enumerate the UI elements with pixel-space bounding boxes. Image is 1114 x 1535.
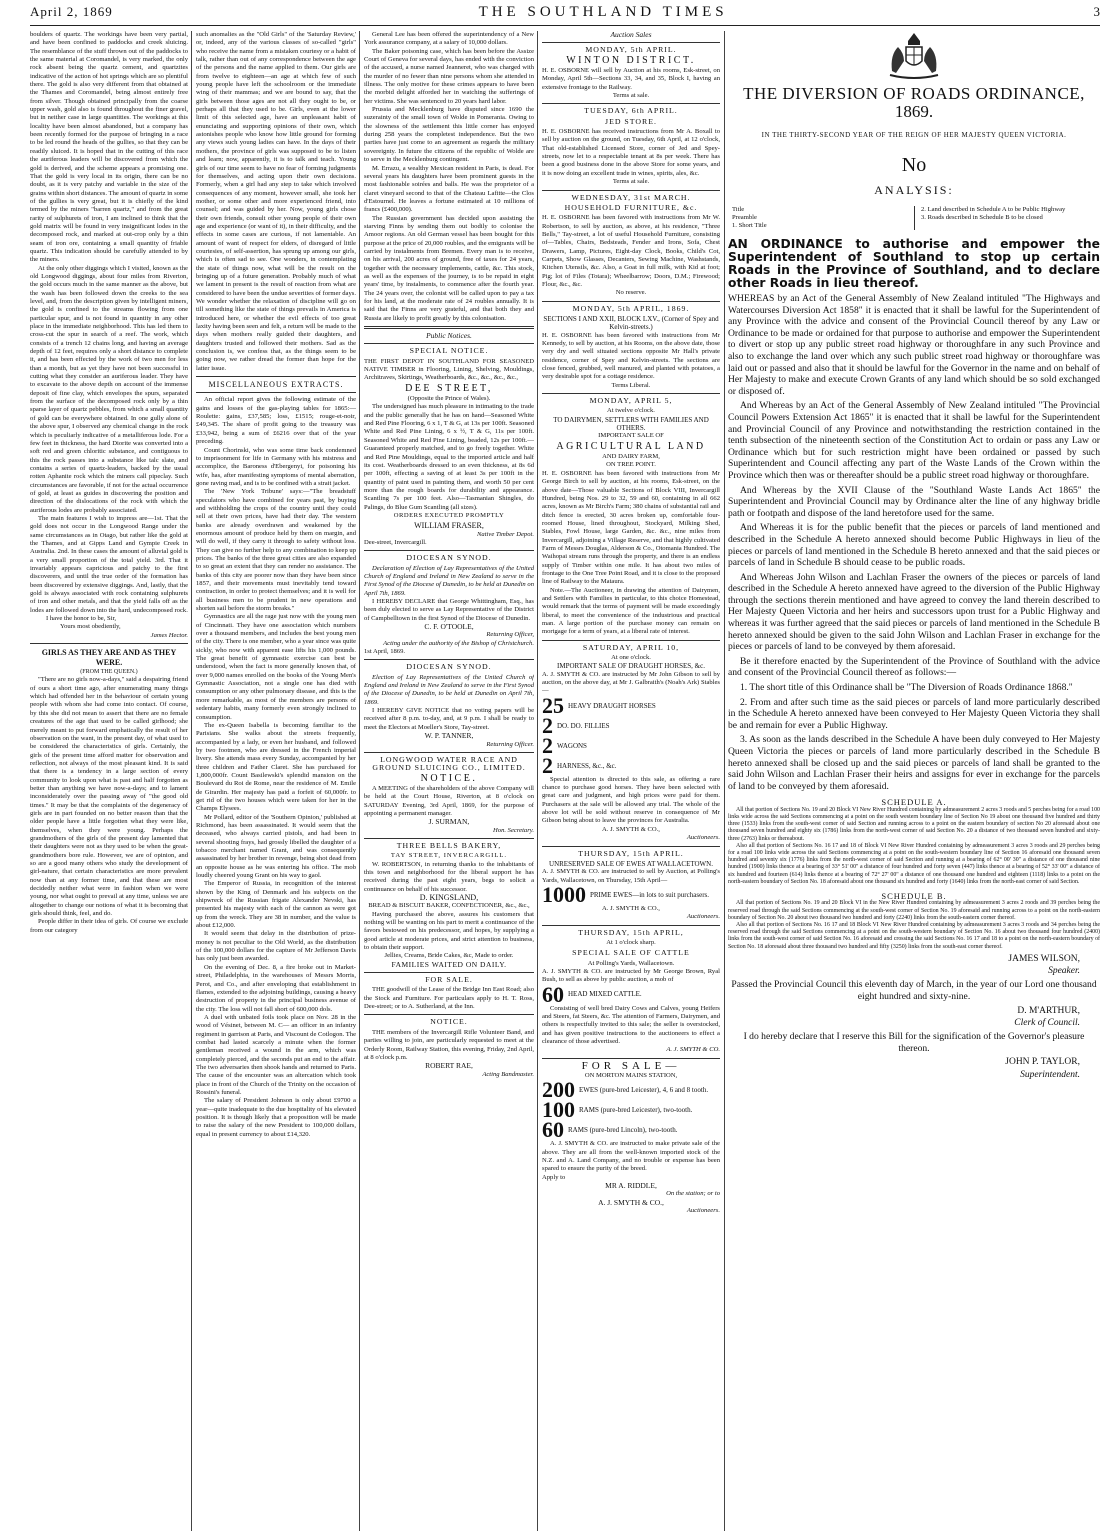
notice-text: THE goodwill of the Lease of the Bridge Inn East Road; also the Stock and Furniture. For particulars apply to H. T. Ross, Dee-street; or to A. Sutherland, at the Inn. xyxy=(364,986,534,1011)
notice-title: SPECIAL NOTICE. xyxy=(409,346,489,356)
notice-title: NOTICE. xyxy=(420,772,478,784)
rule xyxy=(364,343,534,344)
sale-date: SATURDAY, APRIL 10, xyxy=(582,642,680,652)
article-paragraph: General Lee has been offered the superintendency of a New York assurance company, at a salary of 10,000 dollars. xyxy=(364,31,534,47)
sale-location: At Polling's Yards, Wallacetown. xyxy=(587,959,675,967)
ordinance-paragraph: 1. The short title of this Ordinance shall be "The Diversion of Roads Ordinance 1868." xyxy=(740,682,1073,694)
sale-text: H. E. OSBORNE has been favored with instructions from Mr W. Robertson, to sell by auction, as above, at his residence, "Three Bells," Tay-street, a lot of useful Household Furniture, consisting of—Tables, Chairs, Bedsteads, Fender and Irons, Sofa, Chest Drawers, Lamp, Pictures, Eight-day Clock, Books, Child's Cot, Carpets, Show Glasses, Decanters, Sewing Machine, Washstands, Kitchen Utensils, &c. Also, a Goat in full milk, with Kid at foot; Pig; lot of Files (Totara); Wheelbarrow; Doors, D.M.; Firewood; Flour, &c., &c. xyxy=(542,214,720,288)
article-source: (FROM THE QUEEN.) xyxy=(80,669,138,676)
article-paragraph: At the only other diggings which I visited, known as the old Longwood diggings, about four miles from Riverton, the gold occurs much in the same manner as the above, but the wash has been followed down the creeks to the sea level, and, from the description given by intelligent miners, the gold is confined to the streams flowing from one particular spur, and is not found in quantity in any other place in the immediate neighborhood. This has led them to cross-cut the spur in search of a reef. The work, which consists of a trench 12 chains long, and having an average depth of 12 feet, requires only a short distance to complete it, and has been effected by the work of two men for less than a month, but as yet they have not been successful in cutting what they consider an auriferous leader. They have to excavate to the above depth on account of the immense deposit of fine clay, which envelopes the spurs, separated from the surface of the decomposed rock only by a thin sparse layer of quartz pebbles, from which a small quantity of gold can be everywhere obtained. In one gully alone of the above spur, I observed any chemical change in the rock which is peculiarly indicative of a metalliferous lode. For a few feet in thickness, the hard Diorite was converted into a soft red and green chloritic substance, and contiguous to this the rock passes into a substance like talc slate, and contains a series of quartz-leaders, backed by the usual rotten Aphanite rock which the miners call pipeclay. Such circumstances are favorable, if not for the actual occurrence of gold, at least as guides in discovering the position and direction of the dislocations of the rock with which the auriferous lodes are probably associated. xyxy=(30,264,188,514)
reserve-statement: I do hereby declare that I reserve this Bill for the signification of the Governor's pleasure thereon. xyxy=(743,1031,1085,1054)
sale-date: MONDAY, 5th APRIL. xyxy=(585,45,677,55)
notice-signature-sub: Native Timber Depot. xyxy=(477,530,534,538)
sale-text: A. J. SMYTH & CO. are instructed by Mr John Gibson to sell by auction, on the above day, at Mr J. Galbraith's (Noah's Ark) Stables— xyxy=(542,670,720,695)
analysis-right xyxy=(921,206,1065,230)
analysis-item: 2. Land described in Schedule A to be Public Highway xyxy=(921,206,1066,214)
schedule-paragraph: Also all that portion of Sections No. 16 17 and 18 of Block VI New River Hundred containing by admeasurement 3 acres 3 roods and 29 perches being for a road 100 links wide across the said Sections commencing at a point on the south-western boundary line of Section 16 aforesaid one thousand seven hundred and seventy six (1776) links from the north-west corner of said Section and running at a bearing of 62° 00' 30" a distance of one thousand nine hundred (1900) links thence at a bearing of 33° 51' 00" a distance of four hundred and forty seven (447) links thence at a bearing of 52° 33' 00" a distance of six hundred and fourteen (614) links thence at a bearing of 72° 27' 00" a distance of one thousand one hundred and eighteen (1118) links to a point on the north-eastern boundary of Section No. 18 aforesaid about one thousand six hundred and forty (1640) links from the north-east corner of said Section. xyxy=(728,842,1100,885)
extract-paragraph: Count Chorinski, who was some time back condemned to imprisonment for life in Germany with his mistress and accomplice, the Baroness d'Ebergenyi, for poisoning his wife, has, after manifesting symptoms of mental aberration, gone raving mad, and is to be confined with a strait jacket. xyxy=(196,446,356,487)
lot-count: 1000 xyxy=(542,881,586,907)
notice-address: Dee-street, Invercargill. xyxy=(364,538,427,546)
auctioneer-sub: Auctioneers. xyxy=(686,913,720,921)
rule xyxy=(364,838,534,839)
notice-title: FOR SALE. xyxy=(425,975,473,985)
notice-italic: Election of Lay Representatives of the United Church of England and Ireland in New Zealand to serve in the First Synod of the Diocese of Dunedin, to be held at Dunedin on April 7th, 1869. xyxy=(364,673,534,706)
analysis-item: 1. Short Title xyxy=(732,222,767,230)
extract-paragraph: The ex-Queen Isabella is becoming familiar to the Parisians. She walks about the streets frequently, accompanied by a lady, or even her husband, and followed by two footmen, who are dressed in the French imperial livery. She attends mass every Sunday, accompanied by her three children and Father Claret. She has purchased for 1,800,000fr. Count Basilewski's splendid mansion on the Boulevard du Roi de Rome, near the residence of M. Emile de Girardin. Her majesty has paid a forfeit of 60,000fr. to get rid of the two houses which were taken for her in the Champs Elysees. xyxy=(196,721,356,813)
analysis-left xyxy=(728,206,908,230)
page-number: 3 xyxy=(1093,4,1100,19)
rule xyxy=(196,376,356,377)
sale-text: Apply to xyxy=(542,1173,566,1181)
sale-text: H. E. OSBORNE has received instructions from Mr A. Boxall to sell by auction on the ground, on Tuesday, 6th April, at 12 o'clock, That old-established Licensed Store, corner of Jed and Spey-streets, now let to a respectable tenant at 8s per week. There has been a good business done in the above Store for some years, and it is now doing an excellent trade in wines, spirits, ales, &c. xyxy=(542,128,720,177)
lot-count: 60 xyxy=(542,1117,564,1143)
rule xyxy=(542,42,720,43)
sale-title: SPECIAL SALE OF CATTLE xyxy=(572,948,690,958)
notice-text: THE FIRST DEPOT IN SOUTHLAND FOR SEASONED NATIVE TIMBER in Flooring, Lining, Shelving, Mouldings, Architraves, Skirtings, Weatherboards, &c., &c., &c., &c., xyxy=(364,357,534,382)
analysis-item: Preamble xyxy=(732,214,757,222)
superintendent-name: JOHN P. TAYLOR, xyxy=(1005,1057,1080,1068)
auctioneer-name: A. J. SMYTH & CO., xyxy=(598,1197,664,1207)
extract-paragraph: A duel with unbated foils took place on Nov. 28 in the wood of Vésinet, between M. C— an officer in an infantry regiment in garrison at Paris, and Viscount de Cotlogon. The combat had lasted scarcely a minute when the former gentleman received a wound in the arm, which was completely pierced, and the seconds put an end to the affair. The two adversaries then shook hands and returned to Paris. The cause of the encounter was an altercation which took place in front of the Church of the Trinity on the occasion of Rossini's funeral. xyxy=(196,1013,356,1096)
notice-signature: WILLIAM FRASER, xyxy=(414,521,484,531)
sale-time: At twelve o'clock. xyxy=(607,407,655,415)
lot-row xyxy=(542,1097,720,1123)
notice-line: FAMILIES WAITED ON DAILY. xyxy=(391,959,507,969)
extract-paragraph: The Emperor of Russia, in recognition of the interest shown by the King of Denmark and his subjects on the shipwreck of the Russian frigate Alexander Nevski, has presented his majesty with each of the cannon as were got up from the wreck. They are 38 in number, and the value is about £12,000. xyxy=(196,880,356,930)
auctioneer-name: A. J. SMYTH & CO., xyxy=(602,904,660,912)
lot-desc: RAMS (pure-bred Leicester), two-tooth. xyxy=(579,1106,693,1115)
auctioneer-sub: Auctioneers. xyxy=(686,834,720,842)
lot-row xyxy=(542,881,720,907)
sale-date: MONDAY, 5th APRIL, 1869. xyxy=(572,303,690,313)
column-divider xyxy=(537,31,538,1531)
section-title: Auction Sales xyxy=(610,31,652,39)
notice-text: THE members of the Invercargill Rifle Volunteer Band, and parties willing to join, are particularly requested to meet at the Orderly Room, Railway Station, this evening, Friday, 2nd April, at 8 o'clock p.m. xyxy=(364,1028,534,1061)
ordinance-paragraph: And Whereas by an Act of the General Assembly of New Zealand intituled "The Provincial Council Powers Extension Act 1865" it is enacted that it shall be lawful for the Superintendent and Provincial Council of any Province and notwithstanding the restriction contained in the tenth subsection of the nineteenth section of the Constitution Act to ordain or pass any Law or Ordinance which but for such restriction might have been ordained or passed by such Superintendent and Council affecting any part of the Waste Lands of the Crown within the Province which then was or thereafter should be a public street road highway or thoroughfare. xyxy=(728,400,1100,481)
schedule-paragraph: All that portion of Sections No. 19 and 20 Block VI New River Hundred containing by admeasurement 2 acres 3 roods and 5 perches being for a road 100 links wide across the said Sections commencing at a point on the south western boundary line of Section No 19 about one thousand five hundred and thirty three (1533) links from the south-west corner of said Section and running across to a point on the eastern boundary of section No 20 aforesaid about one thousand seven hundred and eighty six (1786) links from the north-west corner of said Section No. 20 a distance of two thousand seven hundred and sixty-three (2763) links or thereabout. xyxy=(728,806,1100,842)
notice-signature: C. F. O'TOOLE, xyxy=(424,622,474,632)
sale-title: FOR SALE— xyxy=(581,1059,681,1072)
article-paragraph: Prussia and Mecklenburg have disputed since 1690 the suzerainty of the small town of Wolde in Pomerania. Owing to the slowness of the settlement this little corner has enjoyed during 258 years the completest independence. But the two parties have just come to an agreement as regards the military sovereignty. In future the citizens of the republic of Wolde are to serve in the Mecklenburg contingent. xyxy=(364,106,534,164)
royal-coat-of-arms-icon xyxy=(882,31,946,83)
auctioneer-name: A. J. SMYTH & CO., xyxy=(602,825,660,833)
sale-terms: No reserve. xyxy=(615,289,647,297)
notice-signature: J. SURMAN, xyxy=(428,817,470,827)
notice-subaddress: (Opposite the Prince of Wales). xyxy=(407,395,491,403)
rule xyxy=(542,846,720,847)
lot-count: 2 xyxy=(542,752,553,778)
lot-count: 2 xyxy=(542,712,553,738)
article-paragraph: The main features I wish to impress are—1st. That the gold does not occur in the Longwood Range under the same circumstances as in Otago, but rather like the gold at the Thames, and at Gipps Land and Gympie Creek in Australia. 2nd. In these cases the amount of alluvial gold is a very small proportion of the total yield. 3rd. That it invariably appears capricious and patchy to the first discoverers, and until the true order of the formation has been discovered by extensive diggings. And, lastly, that the gold is always associated with rock containing sulphurets of iron and other metals, and that the yield falls off as the lodes are followed down into the hard, undecomposed rock. xyxy=(30,514,188,614)
sale-date: WEDNESDAY, 31st MARCH. xyxy=(571,192,691,202)
column-divider xyxy=(359,31,360,1531)
lot-desc: RAMS (pure-bred Lincoln), two-tooth. xyxy=(568,1126,678,1135)
lot-count: 100 xyxy=(542,1097,575,1123)
analysis-item: 3. Roads described in Schedule B to be closed xyxy=(921,214,1043,222)
schedule-b xyxy=(728,900,1100,950)
notice-text: I HEREBY GIVE NOTICE that no voting papers will be received after 8 p.m. to-day, and, at 9 p.m. I shall be ready to meet the Electors at Moeller's Store, Tay-street. xyxy=(364,707,534,731)
sale-text: A. J. SMYTH & CO. are instructed by Mr George Brown, Ryal Bush, to sell as above by public auction, a mob of xyxy=(542,967,720,984)
notice-text: I HEREBY DECLARE that George Whittingham, Esq., has been duly elected to serve as Lay Representative of the District of Campbelltown in the first Synod of the Diocese of Dunedin. xyxy=(364,598,534,622)
lot-desc: DO. DO. FILLIES xyxy=(557,721,610,730)
article-paragraph: "There are no girls now-a-days," said a despairing friend of ours a short time ago, after enumerating many things which had offended her in the behaviour of certain young people with whom she had come into contact. Of course, by this she did not mean to assert that there are no female creatures of the age that used to be called girlhood; she merely meant to put forward emphatically the result of her observation on the want, in the present day, of what used to be considered the characteristics of girls. Certainly, the girls of the present time afford matter for observation and reflection, not always of the most pleasant kind. It is said that there is a tendency in a large section of every community to look upon what is past and half forgotten as better than anything we have now-a-days; and to lament inconsiderately over the passing away of "the good old times." It may be that the complaints of the degeneracy of girls are in part founded on no better reason than that the older people have a little forgotten what they were like, themselves, when they were young. Perhaps the grandmothers of the girls of the present day lamented that their daughters were not as they used to be when the great-grandmothers bore rule. However, we are of opinion, and so are a good many others who study the development of girl-nature, that certain characteristics are more prevalent now than at any former time, and that these are most decidedly neither what were in fashion when we were young, nor what ought to prevail at any time, unless we are altogether to change our notions of what it is becoming that girls should think, feel, and do. xyxy=(30,676,188,918)
letter-signature: James Hector. xyxy=(150,631,188,639)
lot-count: 25 xyxy=(542,692,564,718)
sale-text: A. J. SMYTH & CO. are instructed to sell by Auction, at Polling's Yards, Wallacetown, on Thursday, 15th April— xyxy=(542,868,720,884)
sale-text: Consisting of well bred Dairy Cows and Calves, young Heifers and Steers, fat Steers, &c. The attention of Farmers, Dairymen, and others is respectfully invited to this sale; the seller is overstocked, and has given positive instructions to the auctioneers to effect a clearance of those advertised. xyxy=(542,1004,720,1045)
rule xyxy=(542,301,720,302)
schedule-a-title: SCHEDULE A. xyxy=(881,797,947,808)
sale-title: TO DAIRYMEN, SETTLERS WITH FAMILIES AND OTHERS. xyxy=(553,415,709,433)
notice-title: NOTICE. xyxy=(430,1017,468,1027)
sale-text: H. E. OSBORNE will sell by Auction at his rooms, Esk-street, on Monday, April 5th—Sections 33, 34, and 35, Block I, having an extensive frontage to the Railway. xyxy=(542,67,720,91)
notice-title: DIOCESAN SYNOD. xyxy=(406,662,492,672)
rule xyxy=(364,972,534,973)
rule xyxy=(542,640,720,641)
column-2 xyxy=(196,31,356,1531)
sale-title: HOUSEHOLD FURNITURE, &c. xyxy=(564,202,698,212)
sale-terms: Terms at sale. xyxy=(612,178,650,186)
lot-desc: HEAD MIXED CATTLE. xyxy=(568,990,642,999)
sale-title: WINTON DISTRICT. xyxy=(566,54,696,66)
notice-signature-sub: Acting Bandmaster. xyxy=(482,1070,534,1078)
rule xyxy=(542,925,720,926)
lot-row xyxy=(542,752,720,778)
sale-text: H. E. OSBORNE has been favored with instructions from Mr Kennedy, to sell by auction, at his Rooms, on the above date, those very dry and well situated sections opposite Mr Hall's private residence, corner of Spey and Kelvin-streets. The sections are close fenced, grubbed, well manured, and planted with potatoes, a very desirable spot for a cottage residence. xyxy=(542,331,720,381)
lot-count: 2 xyxy=(542,732,553,758)
extract-paragraph: On the evening of Dec. 8, a fire broke out in Market-street, Philadelphia, in the warehouses of Messrs Morris, Perot, and Co., and after enveloping that establishment in flames, extended to the adjoining buildings, causing a heavy destruction of property in the principal business avenue of the city. The loss will not fall short of 600,000 dols. xyxy=(196,963,356,1013)
contact-name: MR A. RIDDLE, xyxy=(605,1181,657,1191)
article-title: GIRLS AS THEY ARE AND AS THEY WERE. xyxy=(41,648,177,668)
section-title: MISCELLANEOUS EXTRACTS. xyxy=(208,380,344,390)
notice-title: THREE BELLS BAKERY, xyxy=(396,840,502,850)
extract-paragraph: Mr Pollard, editor of the 'Southern Opinion,' published at Richmond, has been assassinated. It would seem that the deceased, who always carried pistols, and had been in several shooting frays, had grossly libelled the daughter of a tobacco merchant named Grant, and was consequently assassinated by her brother in revenge, being shot dead from an opposite house as he was entering his office. The mob loudly cheered young Grant on his way to gaol. xyxy=(196,813,356,880)
lot-row xyxy=(542,1117,720,1143)
lot-row xyxy=(542,692,720,718)
letter-closing: Yours most obediently, xyxy=(60,623,121,631)
ordinance-body xyxy=(728,293,1100,792)
rule xyxy=(30,643,188,644)
rule xyxy=(364,326,534,329)
article-paragraph: boulders of quartz. The workings have been very partial, and have been confined to paddocks and creek sluicing. The resemblance of the stuff thrown out of the paddocks to the same material at Coromandel, is very marked, the only rock absent being the quartz cement, and quartzites indicative of the action of hot springs which are so plentiful there. The gold is also very different from that obtained at the Thames and Coromandel, being almost entirely free from silver. Though obtained principally from the coarse upper wash, gold also is found throughout the finer gravel, but in neither case in large quantities. The workings at this locality have been almost abandoned, but a company has been recently formed for the purpose of bringing in a race to be led round the heads of the gullies, so that they can be readily sluiced. It is hoped that in the cutting of this race the auriferous leaders will be discovered from which the gold is derived, and the scheme appears a promising one. That the gold is very local in its origin, there can be no doubt, as it is very patchy and variable in the size of the grains within short distances. The amount of quartz in some of the gullies is very great, but it is chiefly of the kind termed by the miners "barren quartz," and from the great rarity of sulphurets of iron, I am inclined to think that the gold matrix will be found in very insignificant lodes in the decomposed rock, and marked at out-crop only by a thin seam of iron ore, containing a small quantity of friable quartz. This indication should be carefully attended to by the miners. xyxy=(30,31,188,264)
notice-address: DEE STREET, xyxy=(405,382,493,394)
notice-title: LONGWOOD WATER RACE AND GROUND SLUICING CO., LIMITED. xyxy=(372,754,526,773)
notice-signature-sub: Returning Officer, xyxy=(486,631,534,639)
speaker-title: Speaker. xyxy=(1048,966,1080,977)
sale-date: THURSDAY, 15th APRIL, xyxy=(578,927,684,937)
column-divider xyxy=(191,31,192,1531)
analysis-title: ANALYSIS: xyxy=(874,182,954,197)
notice-signature-sub: Acting under the authority of the Bishop of Christchurch. xyxy=(383,639,534,647)
lot-row xyxy=(542,712,720,738)
sale-note: Note.—The Auctioneer, in drawing the attention of Dairymen, and Settlers with Families in particular, to this choice Homestead, would remark that the terms of payment will be made exceedingly liberal, to meet the convenience of the industrious and practical man. A large portion of the purchase money can remain on mortgage for a term of years, at a liberal rate of interest. xyxy=(542,586,720,636)
notice-signature: W. P. TANNER, xyxy=(424,731,474,741)
sale-title: IMPORTANT SALE OF xyxy=(598,432,664,440)
schedule-b-title: SCHEDULE B. xyxy=(881,890,947,901)
sale-title: SECTIONS I AND XXII, BLOCK LXV., (Corner of Spey and Kelvin-streets.) xyxy=(543,314,719,332)
sale-title: IMPORTANT SALE OF DRAUGHT HORSES, &c. xyxy=(557,662,705,671)
sale-text: Special attention is directed to this sale, as offering a rare chance to purchase good horses. They have been selected with great care and judgment, and high prices were paid for them. Purchasers at the sale will be allowed any trial. The whole of the above lot will be sold without reserve in consequence of Mr Gibson being about to leave the provinces for Australia. xyxy=(542,775,720,825)
rule xyxy=(542,103,720,104)
issue-date: April 2, 1869 xyxy=(30,4,113,19)
superintendent-title: Superintendent. xyxy=(1020,1069,1080,1080)
lot-count: 200 xyxy=(542,1077,575,1103)
article-paragraph: M. Errazu, a wealthy Mexican resident in Paris, is dead. For several years his daughters have been prominent guests in the most fashionable soirées and balls. He was the proprietor of a claret vineyard second to that of the Chateau Lafitte—the Clos d'Estournel. He leaves a fortune estimated at 10 millions of francs (£400,000). xyxy=(364,164,534,214)
column-3 xyxy=(364,31,534,1531)
notice-date: 1st April, 1869. xyxy=(364,648,406,656)
sale-terms: Terms at sale. xyxy=(612,92,650,100)
sale-date: TUESDAY, 6th APRIL. xyxy=(584,106,678,116)
ordinance-year: 1869. xyxy=(894,102,934,121)
article-paragraph: People differ in their idea of girls. Of course we exclude from our category xyxy=(30,918,188,934)
analysis-item: Title xyxy=(732,206,745,214)
rule xyxy=(196,392,356,393)
clerk-name: D. M'ARTHUR, xyxy=(1017,1005,1080,1016)
article-paragraph: The Russian government has decided upon assisting the starving Finns by sending them out bodily to colonise the Amoor regions. An old German vessel has been bought for this purpose at the price of 20,000 roubles, and the emigrants will be carried by instalments from Bremen. Every man is to receive, on his arrival, 200 acres of ground, free of taxes for 24 years, together with the necessary implements, cattle, &c. This stock, as well as the expenses of the journey, is to be repaid in eight years' time, by instalments, to commence after the fourth year. The 24 years over, the colonist will be called upon to pay a tax for his land, at the moderate rate of 24 roubles annually. It is said that the Finns are very grateful, and that both they and Russia are likely to profit greatly by this colonisation. xyxy=(364,214,534,322)
ordinance-reign: IN THE THIRTY-SECOND YEAR OF THE REIGN OF HER MAJESTY QUEEN VICTORIA. xyxy=(761,131,1067,139)
sale-title: ON TREE POINT. xyxy=(606,461,656,469)
rule xyxy=(542,1058,720,1059)
ordinance-paragraph: 2. From and after such time as the said pieces or parcels of land more particularly described in the Schedule A hereto annexed have been conveyed to Her Majesty Queen Victoria they shall be and remain for ever a Public Highway. xyxy=(728,696,1100,731)
schedule-paragraph: All that portion of Sections No. 19 and 20 Block VI in the New River Hundred containing by admeasurement 3 acres 2 roods and 39 perches being the reserved road through the said Sections commencing at the south-west corner of Section No. 19 aforesaid and running across to a point on the north-eastern boundary of Section No. 20 about two thousand two hundred and forty (2240) links from the south-eastern corner thereof. xyxy=(728,900,1100,921)
extract-paragraph: The salary of President Johnson is only about £9700 a year—quite inadequate to the due hospitality of his elevated position. It is though likely that a proposition will be made to raise the salary of the new President to 100,000 dollars, equal in present currency to about £14,320. xyxy=(196,1097,356,1138)
notice-signature: ROBERT RAE, xyxy=(425,1061,473,1071)
auctioneer-sub: Auctioneers. xyxy=(686,1207,720,1215)
sale-title: JED STORE. xyxy=(605,116,657,126)
sale-location: ON MORTON MAINS STATION, xyxy=(584,1072,678,1080)
page-header xyxy=(30,4,1100,26)
sale-time: At 1 o'clock sharp. xyxy=(606,938,656,946)
lot-desc: HEAVY DRAUGHT HORSES xyxy=(568,701,656,710)
section-title: Public Notices. xyxy=(426,331,472,341)
sale-date: THURSDAY, 15th APRIL. xyxy=(578,848,684,858)
sale-text: A. J. SMYTH & CO. are instructed to make private sale of the above. They are all from the well-known imported stock of the N.Z. and A. Land Company, and no trouble or expense has been spared to ensure the purity of the breed. xyxy=(542,1140,720,1173)
article-paragraph: such anomalies as the "Old Girls" of the 'Saturday Review,' or, indeed, any of the various classes of so-called "girls" who receive the name from a mistaken courtesy or a habit of talk, rather than out of any correspondence between the age of the persons and the name applied to them. Our girls are from twelve to eighteen—an age at which few of such young people have left the schoolroom or the immediate wing of their mammas; and we are bound to say, that the girls between those ages are not all they ought to be, or perhaps all that they used to be. Girls, even at the lower limit of this selected age, have an unpleasant habit of enunciating and supporting opinions of their own, which astonishes people who know how little ground for forming any views such young ladies can have. In the days of their mothers, the province of girls was supposed to be to listen and learn; now, apparently, it is to talk and teach. Young girls of our time seem to have no fear of forming judgments for themselves, and acting upon their own decisions. Formerly, when a girl had any step to take which involved consequences of any moment, however small, she took her mother, or some other and more experienced friend, into counsel; and was guided by her. Now, young girls chose their own friends, consult other young people of their own age and experience (or want of it), in their difficulty, and the effects in some cases are curious, if not lamentable. An amount of want of respect for elders, of disregard of little courtesies, of self-assertion, has sprung up among our girls, which is often sad to see. One wonders, in contemplating the state of things now, what will be the result on the bringing up of a future generation. Probably much of what we lament in present is the result of reaction from what are considered to have been the undue severities of former days. We wonder whether the relaxation of discipline will go on till something like the state of things prevails in America is introduced here, or whether the evil effects of too great laxity having been seen and felt, a return will be made to the days when mothers really guided their daughters, and daughters trusted and followed their mothers. Sad as the conclusion is, we confess that, as the things seem to be going now, we rather dread the former than hope for the latter issue. xyxy=(196,31,356,372)
lot-desc: PRIME EWES—in lots to suit purchasers. xyxy=(590,890,709,899)
notice-text: The undersigned has much pleasure in intimating to the trade and the public generally that he has on hand—Seasoned White and Red Pine Flooring, 6 x 1, T & G, at 13s per 100ft. Seasoned White and Red Pine Lining, 6 x ½, T & G, 11s per 100ft. Seasoned White and Red Pine Lining, beaded, 12s per 100ft.—Guaranteed properly matched, and to go freely together. White and Red Pine Mouldings, equal to the imported article and half its cost. Weatherboards dressed to an even thickness, at 8s 6d per 100ft, effecting a saving of at least 3s per 100ft in the quantity of paint used in painting them, and worth 50 per cent more than the rough boards for durability and appearance. Scantling 7s per 100 feet. Also—Tasmanian Shingles, do Palings, do Blue Gum Scantling (all sizes). xyxy=(364,403,534,511)
lot-desc: WAGONS xyxy=(557,741,587,750)
masthead-title: THE SOUTHLAND TIMES xyxy=(478,4,728,20)
notice-text: W. ROBERTSON, in returning thanks to the inhabitants of this town and neighborhood for the liberal support he has received during the past eight years, begs to solicit a continuance on behalf of his successor. xyxy=(364,860,534,893)
analysis-divider xyxy=(914,206,915,230)
extract-paragraph: An official report gives the following estimate of the gains and losses of the gas-playing tables for 1865:—Roulette: gains, £37,585; loss, £1515; rouge-et-noir, £49,345. The share of profit going to the treasury was £33,942, being a sum of £6216 over that of the year preceding. xyxy=(196,396,356,446)
rule xyxy=(364,659,534,660)
sale-time: At one o'clock. xyxy=(611,654,651,662)
lot-count: 60 xyxy=(542,981,564,1007)
auctioneer-name: A. J. SMYTH & CO. xyxy=(666,1046,720,1054)
contact-sub: On the station; or to xyxy=(666,1190,720,1198)
ordinance-heading: AN ORDINANCE to authorise and empower the Superintendent of Southland to stop up certain Roads in the Province of Southland, and to declare other Roads in lieu thereof. xyxy=(728,237,1100,291)
rule xyxy=(364,752,534,753)
notice-signature-sub: BREAD & BISCUIT BAKER, CONFECTIONER, &c., &c., xyxy=(368,902,530,910)
schedule-a xyxy=(728,807,1100,886)
speaker-name: JAMES WILSON, xyxy=(1008,953,1080,964)
ordinance-paragraph: WHEREAS by an Act of the General Assembly of New Zealand intituled "The Highways and Watercourses Diversion Act 1858" it is enacted that it shall be lawful for the Superintendent of any Province with the advice and consent of the Provincial Council thereof by any Law or Ordinance to be made or ordained for that purpose to authorise and empower the Superintendent to divert or stop up any public street road highway or thoroughfare in any such Province and also to exchange the land over which any such public street road highway or thoroughfare was laid out or passed and also that it should be lawful for the Governor in the name and on behalf of Her Majesty to make and execute Crown Grants of any land which should be so sold exchanged or disposed of. xyxy=(728,293,1100,397)
sale-text: H. E. OSBORNE has been favored with instructions from Mr George Birch to sell by auction, at his rooms, Esk-street, on the above date—Those valuable Sections of Block VIII, Invercargill Hundred, being Nos. 29 to 32, 59 and 60, containing in all 662 acres, known as Mr Birch's Farm; 380 chains of substantial rail and ditch fence is erected, 30 acres broken up, comfortable four-roomed House, lined throughout, Stockyard, Milking Shed, Stables, Fowl House, large Garden, &c. &c., nine miles from Invercargill, adjoining a Village Reserve, and that highly cultivated Farm of Messrs Douglas, Alderson & Co., Otomania Hundred. The Waihopai stream runs through the property, and there is an endless supply of Timber within one mile. It has about two miles of frontage to the One Tree Point Road, and it is close to the proposed line of Railway to the Mataura. xyxy=(542,469,720,586)
rule xyxy=(364,550,534,551)
lot-row xyxy=(542,981,720,1007)
notice-signature-sub: Returning Officer. xyxy=(486,740,534,748)
notice-line: Jellies, Creams, Bride Cakes, &c, Made to order. xyxy=(384,952,514,960)
notice-signature: D. KINGSLAND, xyxy=(419,893,479,902)
lot-row xyxy=(542,732,720,758)
sale-date: MONDAY, APRIL 5, xyxy=(589,396,673,406)
column-divider xyxy=(724,31,725,1531)
notice-signature-sub: Hon. Secretary. xyxy=(493,826,534,834)
lot-desc: EWES (pure-bred Leicester), 4, 6 and 8 tooth. xyxy=(579,1086,709,1095)
rule xyxy=(542,393,720,394)
notice-line: ORDERS EXECUTED PROMPTLY xyxy=(393,511,505,519)
ordinance-title: THE DIVERSION OF ROADS ORDINANCE, xyxy=(743,84,1085,103)
notice-italic: Declaration of Election of Lay Representatives of the United Church of England and Ireland in New Zealand to serve in the First Synod of the Diocese of Dunedin, to be held at Dunedin on April 7th, 1869. xyxy=(364,564,534,597)
schedule-paragraph: Also all that portion of Sections No. 16 17 and 18 Block VI New River Hundred containing by admeasurement 3 acres 3 roods and 34 perches being the reserved road through the said Sections commencing at a point on the south-western boundary of Section No. 16 about two thousand four hundred (2400) links from the south-west corner of said Section No. 16 aforesaid and crossing the said Sections No. 16 17 and 18 to a point on the north-eastern boundary of Section No. 18 aforesaid about three thousand two hundred and fifty (3250) links from the south-east corner thereof. xyxy=(728,921,1100,950)
extract-paragraph: Gymnastics are all the rage just now with the young men of Cincinnati. They have one association which numbers over a thousand members, and includes the best young men of the city. There is one member, who a year since was quite sickly, who now with apparent ease lifts his 1,000 pounds. The great benefit of gymnastic exercise can best be understood, when the fact is more generally known that, of over 9,000 names enrolled on the books of the Young Men's Gymnastic Association, not a single one has died with consumption or any other pulmonary disease, and this is the more remarkable, as most of the members are persons of sedentary habits, many formerly even strongly inclined to consumption. xyxy=(196,613,356,721)
sale-title: AGRICULTURAL LAND xyxy=(556,440,706,452)
clerk-title: Clerk of Council. xyxy=(1014,1017,1080,1028)
analysis-table xyxy=(728,206,1100,230)
sale-title: UNRESERVED SALE OF EWES AT WALLACETOWN. xyxy=(549,859,713,868)
sale-terms: Terms Liberal. xyxy=(611,381,651,389)
notice-text: Having purchased the above, assures his customers that nothing will be wanting on his part to merit a continuance of the favors bestowed on his predecessor, and hopes, by supplying a good article at moderate prices, and strict attention to business, to obtain their support. xyxy=(364,910,534,952)
letter-closing: I have the honor to be, Sir, xyxy=(46,615,117,623)
ordinance-paragraph: Be it therefore enacted by the Superintendent of the Province of Southland with the advice and consent of the Provincial Council thereof as follows:— xyxy=(728,655,1100,679)
sale-title: AND DAIRY FARM, xyxy=(602,453,660,461)
article-paragraph: The Baker poisoning case, which has been before the Assize Court of Geneva for several days, has ended with the conviction of the accused, a nurse named Jeanneret, who was charged with the murder of no fewer than nine persons whom she attended in illness. The only motive for these crimes appears to have been the morbid delight afforded her in watching the sufferings of her victims. She was sentenced to 20 years hard labor. xyxy=(364,47,534,105)
ordinance-paragraph: And Whereas by the XVII Clause of the "Southland Waste Lands Act 1865" the Superintendent and Provincial Council may by Ordinance alter the line of any highway bridle path or footpath and dispose of the land heretofore used for the same. xyxy=(728,484,1100,519)
column-1 xyxy=(30,31,188,1531)
ordinance-number: No xyxy=(901,154,927,177)
extract-paragraph: The 'New York Tribune' says:—"The breadstuff speculators who have combined for years past, by buying and withholding the crops of the country until they could sell at their own prices, have had their day. The western banks are already overdrawn and weakened by the enormous amount of produce held by them on margin, and will do well, if they carry it through to safety without loss. They can give no further help to any combination to keep up prices. The banks of the three great cities are also expanded to so great an extent that they can render no assistance. The banks of this city are poorer now than they have been since 1857, and their movements must inevitably tend toward contraction, in order to protect themselves; and it is well for all business men to be prudent in new operations and shorten sail before the storm breaks." xyxy=(196,488,356,613)
notice-title: DIOCESAN SYNOD. xyxy=(406,553,492,563)
ordinance-paragraph: 3. As soon as the lands described in the Schedule A have been duly conveyed to Her Majesty Queen Victoria the pieces or parcels of land more particularly described in the Schedule B hereto annexed shall be closed up and the said pieces or parcels of land shall be granted to the said John Wilson and Lachlan Fraser their heirs and assigns for ever in exchange for the parcels of land to be conveyed by them aforesaid. xyxy=(728,734,1100,792)
extract-paragraph: It would seem that delay in the distribution of prize-money is not peculiar to the Old World, as the distribution of the 100,000 dollars for the capture of Mr Jefferson Davis has only just been awarded. xyxy=(196,930,356,963)
passed-statement: Passed the Provincial Council this eleventh day of March, in the year of our Lord one thousand eight hundred and sixty-nine. xyxy=(731,979,1097,1002)
ordinance-paragraph: And Whereas John Wilson and Lachlan Fraser the owners of the pieces or parcels of land described in the Schedule A hereto annexed have agreed to the diversion of the Public Highway through the sections therein mentioned and have agreed to convey the land therein described to Her Majesty Queen Victoria and her heirs and successors upon trust for a Public Highway and whereas it was further agreed that the said pieces or parcels of land mentioned in the Schedule B hereto annexed should be given to the said John Wilson and Lachlan Fraser in exchange for the pieces or parcels of land to be conveyed by them aforesaid. xyxy=(728,571,1100,653)
notice-text: A MEETING of the shareholders of the above Company will be held at the Court House, Riverton, at 8 o'clock on SATURDAY Evening, 3rd April, 1869, for the purpose of appointing a permanent manager. xyxy=(364,784,534,817)
column-5-ordinance xyxy=(728,31,1100,1531)
column-4 xyxy=(542,31,720,1531)
lot-desc: HARNESS, &c., &c. xyxy=(557,761,617,770)
rule xyxy=(542,190,720,191)
rule xyxy=(364,1014,534,1015)
ordinance-paragraph: And Whereas it is for the public benefit that the pieces or parcels of land mentioned and described in the Schedule A hereto annexed should become Public Highways in lieu of the pieces or parcels of land mentioned in the Schedule B hereto annexed and that the said pieces or parcels of land in Schedule B should cease to be public roads. xyxy=(728,522,1100,569)
notice-address: TAY STREET, INVERCARGILL. xyxy=(390,852,508,860)
